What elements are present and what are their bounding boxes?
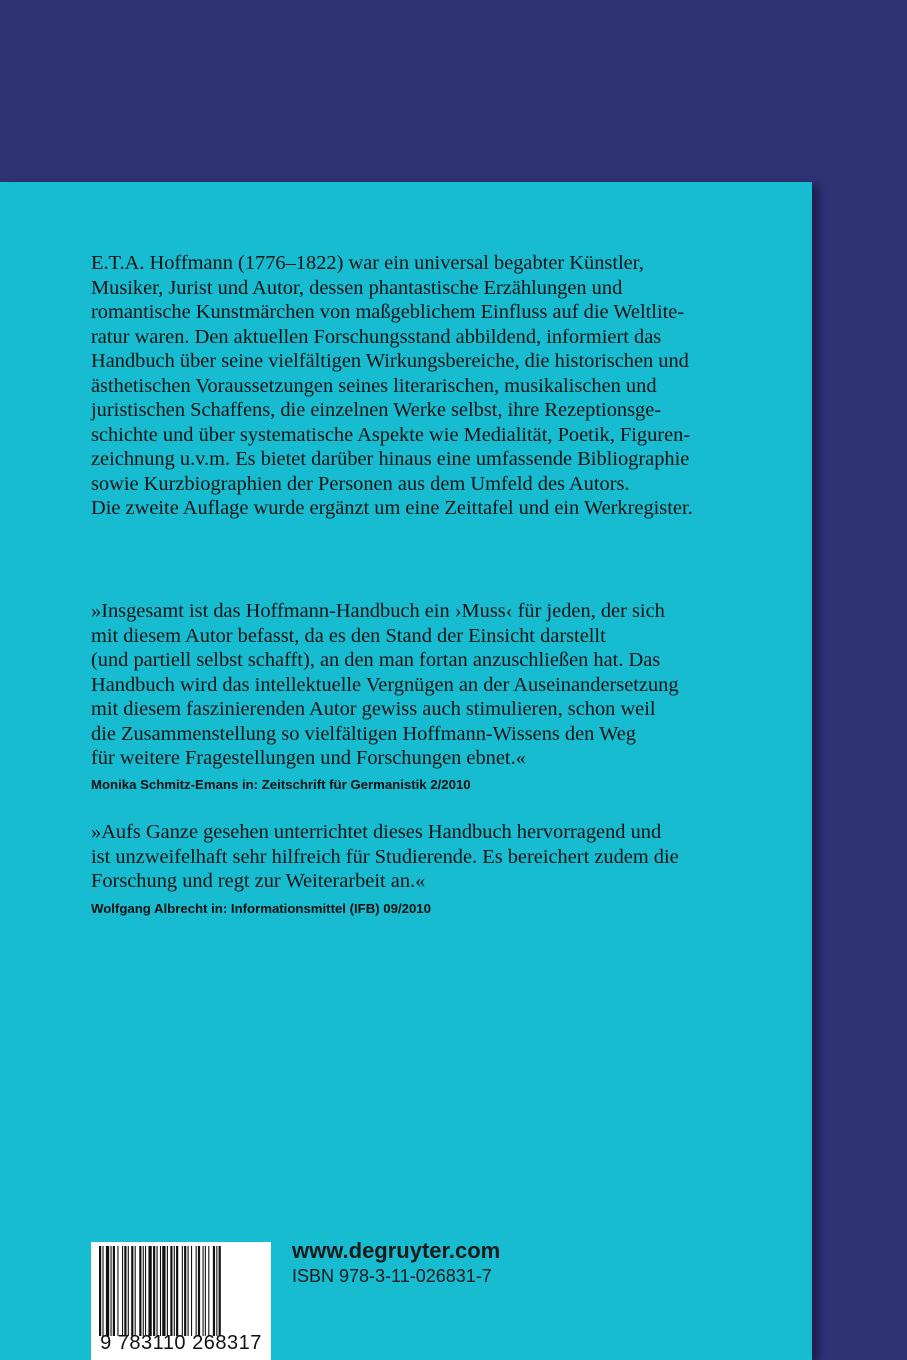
barcode-bar [111,1246,112,1336]
barcode-bar [184,1246,186,1336]
barcode-bar [131,1246,133,1336]
barcode-bar [117,1246,118,1336]
barcode-bar [196,1246,197,1336]
barcode-bar [213,1246,215,1336]
barcode-bar [182,1246,183,1336]
barcode-bar [102,1246,103,1336]
isbn: ISBN 978-3-11-026831-7 [292,1266,492,1286]
barcode-bar [99,1246,101,1336]
review-quote-2: »Aufs Ganze gesehen unterrichtet dieses Handbuch hervorragend und ist unzweifelhaft sehr hilfreich für Studierende. Es bereichert zudem die Forschung und regt zur Weiterarbeit an.« [91,821,679,892]
barcode-bar [145,1246,146,1336]
barcode-bar [176,1246,178,1336]
barcode-bar [128,1246,129,1336]
barcode-bar [219,1246,221,1336]
publisher-website: www.degruyter.com [292,1238,501,1263]
barcode-digits: 9 783110 268317 [100,1332,262,1354]
barcode-bar [113,1246,115,1336]
barcode-bars [97,1246,265,1336]
barcode-bar [162,1246,165,1336]
barcode-bar [135,1246,136,1336]
barcode-bar [191,1246,192,1336]
barcode-bar [205,1246,206,1336]
barcode-bar [153,1246,155,1336]
barcode-bar [122,1246,123,1336]
barcode-bar [216,1246,217,1336]
barcode-bar [106,1246,109,1336]
barcode-bar [203,1246,204,1336]
barcode-bar [148,1246,151,1336]
review-source-1: Monika Schmitz-Emans in: Zeitschrift für Germanistik 2/2010 [91,777,471,792]
barcode-bar [188,1246,189,1336]
book-description: E.T.A. Hoffmann (1776–1822) war ein universal begabter Künstler, Musiker, Jurist und Autor, dessen phantastische Erzählungen und romantische Kunstmärchen von maßgeblichem Einfluss auf die Weltlite- ratur waren. Den aktuellen Forschungsstand abbildend, informiert das Handbuch über seine vielfältigen Wirkungsbereiche, die historischen und ästhetischen Voraussetzungen seines literarischen, musikalischen und juristischen Schaffens, die einzelnen Werke selbst, ihre Rezeptionsge- schichte und über systematische Aspekte wie Medialität, Poetik, Figuren- zeichnung u.v.m. Es bietet darüber hinaus eine umfassende Bibliographie sowie Kurzbiographien der Personen aus dem Umfeld des Autors. Die zweite Auflage wurde ergänzt um eine Zeittafel und ein Werkregister. [91,252,693,519]
barcode-bar [167,1246,168,1336]
barcode-bar [198,1246,200,1336]
barcode-bar [157,1246,158,1336]
barcode [91,1242,271,1360]
barcode-bar [139,1246,141,1336]
review-source-2: Wolfgang Albrecht in: Informationsmittel (IFB) 09/2010 [91,901,431,916]
barcode-bar [174,1246,175,1336]
barcode-bar [170,1246,172,1336]
barcode-bar [124,1246,126,1336]
review-quote-1: »Insgesamt ist das Hoffmann-Handbuch ein ›Muss‹ für jeden, der sich mit diesem Autor befasst, da es den Stand der Einsicht darstellt (und partiell selbst schafft), an den man fortan anzuschließen hat. Das Handbuch wird das intellektuelle Vergnügen an der Auseinandersetzung mit diesem faszinierenden Autor gewiss auch stimulieren, schon weil die Zusammenstellung so vielfältigen Hoffmann-Wissens den Weg für weitere Fragestellungen und Forschungen ebnet.« [91,600,679,769]
barcode-bar [160,1246,161,1336]
barcode-bar [143,1246,144,1336]
barcode-bar [208,1246,209,1336]
